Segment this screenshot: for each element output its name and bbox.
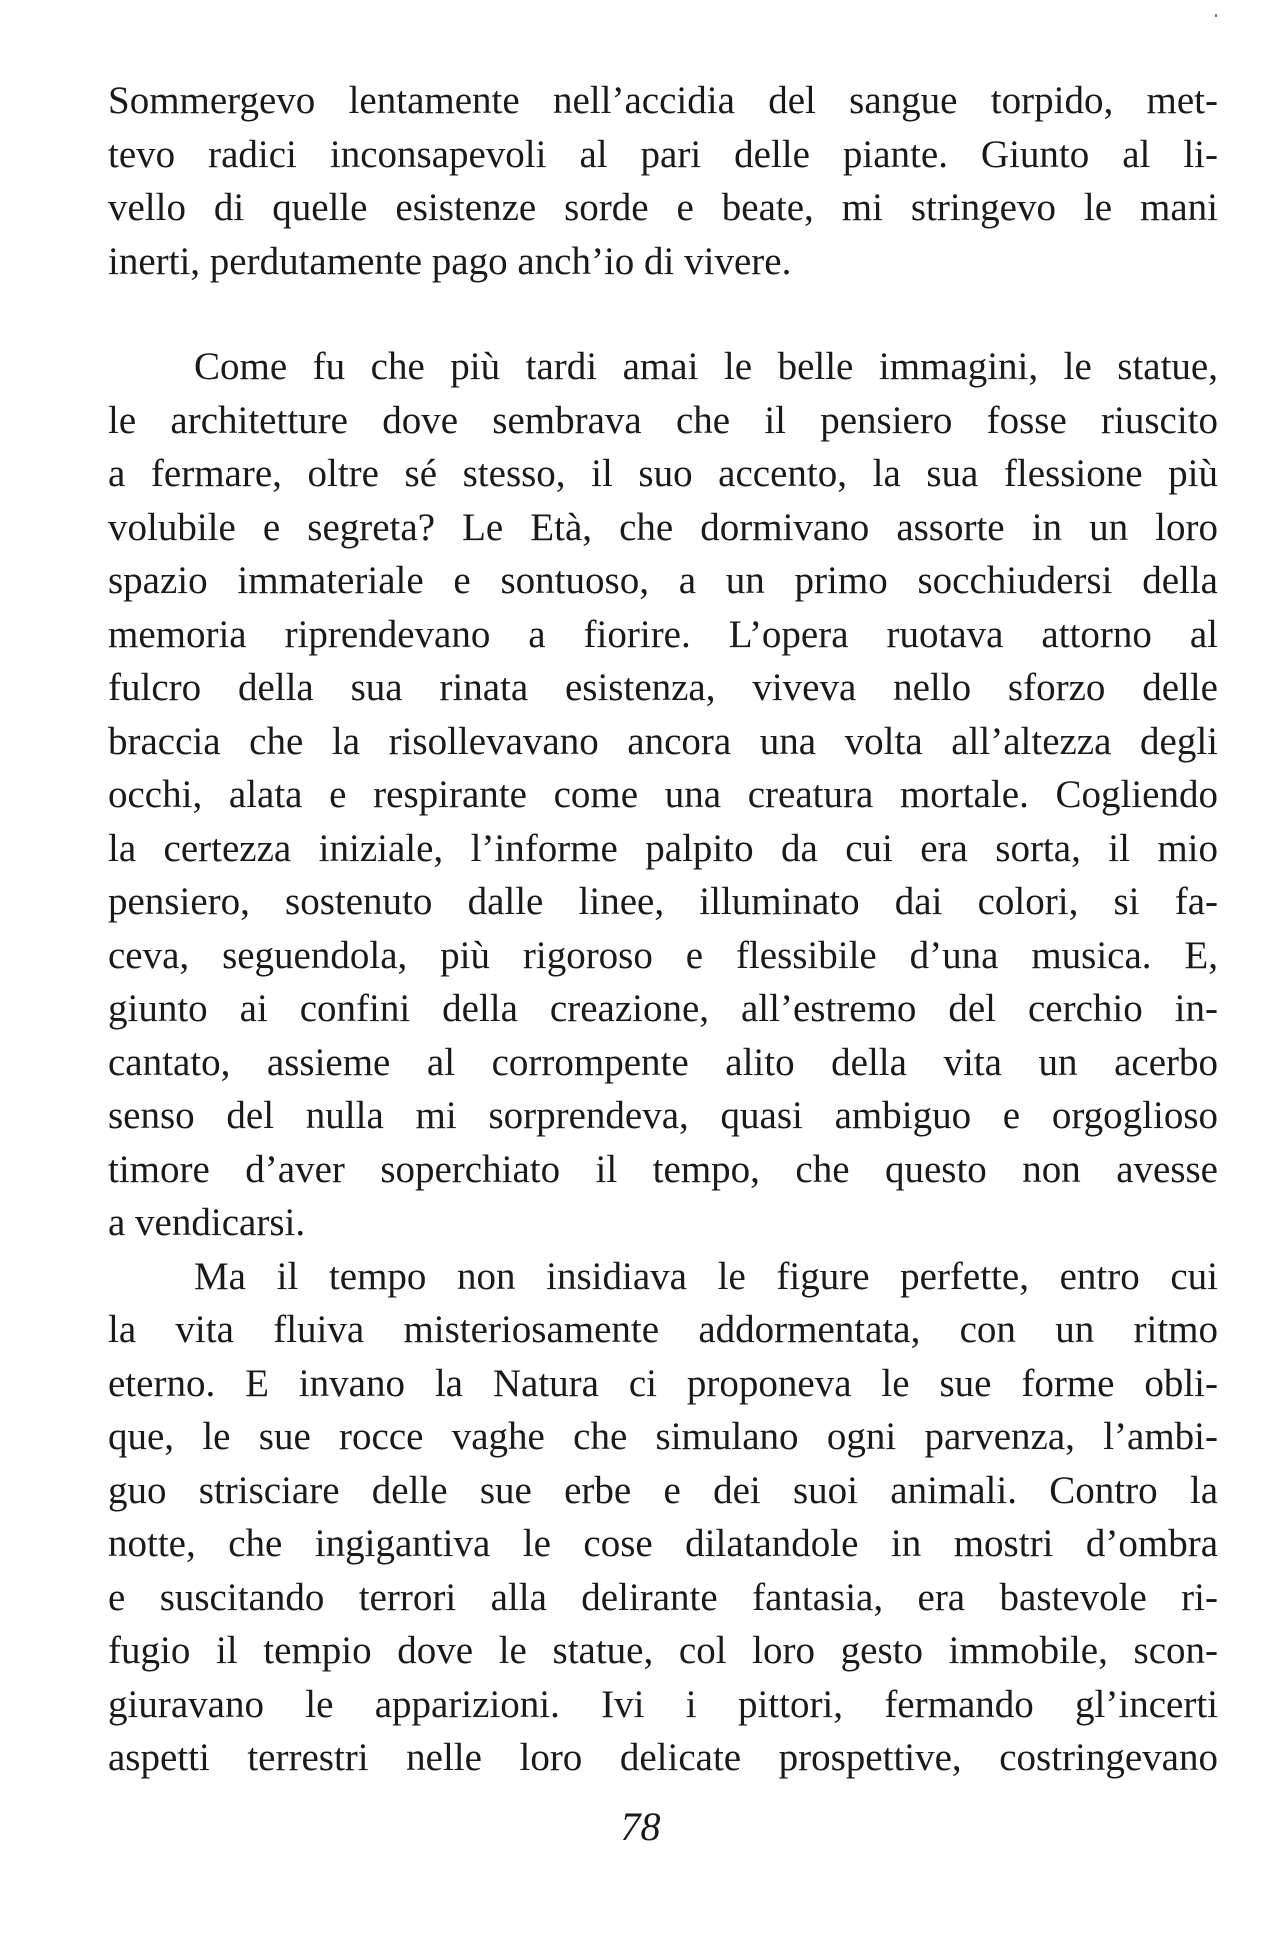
text-line: Ma il tempo non insidiava le figure perfette, entro cui — [194, 1254, 1218, 1298]
text-line: a fermare, oltre sé stesso, il suo accento, la sua flessione più — [108, 452, 1218, 495]
text-line: aspetti terrestri nelle loro delicate prospettive, costringevano — [108, 1736, 1218, 1779]
text-line: tevo radici inconsapevoli al pari delle piante. Giunto al li- — [108, 132, 1218, 176]
text-line: a vendicarsi. — [108, 1201, 306, 1244]
text-line: guo strisciare delle sue erbe e dei suoi animali. Contro la — [108, 1468, 1218, 1512]
text-line: fugio il tempio dove le statue, col loro gesto immobile, scon- — [108, 1629, 1218, 1672]
text-line: le architetture dove sembrava che il pensiero fosse riuscito — [108, 398, 1218, 442]
scan-speck — [1215, 14, 1217, 17]
text-line: ceva, seguendola, più rigoroso e flessibile d’una musica. E, — [108, 933, 1218, 977]
text-line: timore d’aver soperchiato il tempo, che questo non avesse — [108, 1147, 1218, 1191]
text-line: la certezza iniziale, l’informe palpito da cui era sorta, il mio — [108, 826, 1218, 870]
text-line: fulcro della sua rinata esistenza, viveva nello sforzo delle — [108, 666, 1218, 709]
text-line: pensiero, sostenuto dalle linee, illuminato dai colori, si fa- — [108, 880, 1218, 923]
text-line: giuravano le apparizioni. Ivi i pittori, fermando gl’incerti — [108, 1682, 1218, 1726]
text-line: la vita fluiva misteriosamente addormentata, con un ritmo — [108, 1308, 1218, 1351]
text-line: inerti, perdutamente pago anch’io di vivere. — [108, 239, 792, 283]
text-line: senso del nulla mi sorprendeva, quasi ambiguo e orgoglioso — [108, 1094, 1218, 1137]
text-line: eterno. E invano la Natura ci proponeva le sue forme obli- — [108, 1361, 1218, 1405]
text-line: occhi, alata e respirante come una creatura mortale. Cogliendo — [108, 773, 1218, 816]
paragraph-2 — [108, 340, 1218, 1785]
text-line: braccia che la risollevavano ancora una volta all’altezza degli — [108, 719, 1218, 763]
paragraph-1 — [108, 74, 1218, 288]
text-line: vello di quelle esistenze sorde e beate, mi stringevo le mani — [108, 186, 1218, 229]
page-number: 78 — [620, 1804, 661, 1849]
text-line: e suscitando terrori alla delirante fantasia, era bastevole ri- — [108, 1575, 1218, 1619]
text-line: notte, che ingigantiva le cose dilatandole in mostri d’ombra — [108, 1522, 1218, 1565]
text-line: spazio immateriale e sontuoso, a un primo socchiudersi della — [108, 559, 1218, 602]
text-line: que, le sue rocce vaghe che simulano ogni parvenza, l’ambi- — [108, 1415, 1218, 1458]
text-line: volubile e segreta? Le Età, che dormivano assorte in un loro — [108, 505, 1218, 549]
text-line: Sommergevo lentamente nell’accidia del sangue torpido, met- — [108, 79, 1218, 122]
text-line: memoria riprendevano a fiorire. L’opera ruotava attorno al — [108, 612, 1218, 656]
text-line: giunto ai confini della creazione, all’estremo del cerchio in- — [108, 987, 1218, 1030]
text-line: Come fu che più tardi amai le belle immagini, le statue, — [194, 345, 1218, 388]
text-line: cantato, assieme al corrompente alito della vita un acerbo — [108, 1040, 1218, 1084]
